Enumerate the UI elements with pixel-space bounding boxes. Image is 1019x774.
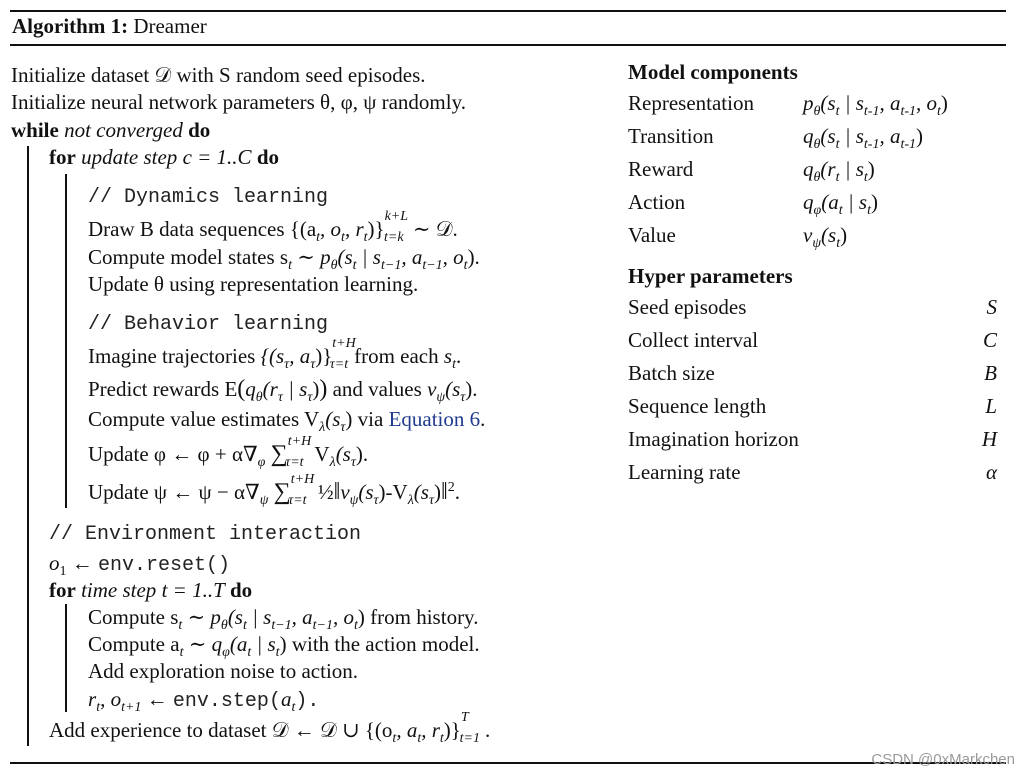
hyper-sym-batch-size: B <box>984 361 997 385</box>
component-expr-action: $q_\varphi(a_t$ | $s_t$) <box>803 190 878 219</box>
env-step-line: $r_t$, $o_{t+1}$ ← $env.step(a_t)$. <box>88 687 320 716</box>
hyper-parameters-header: Hyper parameters <box>628 264 793 288</box>
hyper-sym-seed-episodes: S <box>986 295 997 319</box>
component-name-action: Action <box>628 190 686 214</box>
add-experience-line: Add experience to dataset 𝒟 ← 𝒟 ∪ {($o_t$, $a_t$, $r_t)\}^T_{t=1}$ . <box>49 710 491 747</box>
hyper-sym-collect-interval: C <box>982 328 997 352</box>
update-phi-line: Update φ ← $\varphi + \alpha\nabla_\varphi$ ∑$^{t+H}_{\tau=t}$ $V_\lambda(s_\tau)$. <box>88 434 369 471</box>
for-update-block-bar <box>65 174 67 508</box>
env-reset-line: $o_1$ ← env.reset() <box>49 551 231 580</box>
algorithm-title <box>12 14 207 39</box>
compute-states-line: Compute model states $s_t$ ∼ $p_\theta(s_t$ | $s_{t-1}$, $a_{t-1}$, $o_t$). <box>88 245 480 274</box>
bottom-rule <box>10 762 1006 764</box>
component-name-transition: Transition <box>628 124 714 148</box>
init-dataset-line: Initialize dataset 𝒟 with S random seed episodes. <box>11 63 426 87</box>
component-name-reward: Reward <box>628 157 694 181</box>
update-theta-line: Update θ using representation learning. <box>88 272 419 296</box>
compute-at-line: Compute $a_t$ ∼ $q_\varphi(a_t$ | $s_t$) with the action model. <box>88 632 480 661</box>
imagine-line: Imagine trajectories {($s_\tau$, $a_\tau)\}^{t+H}_{\tau=t}$ from each $s_t$. <box>88 336 462 373</box>
component-expr-representation: $p_\theta(s_t$ | $s_{t-1}$, $a_{t-1}$, $o_t$) <box>803 91 948 120</box>
hyper-name-learning-rate: Learning rate <box>628 460 741 484</box>
compute-value-line: Compute value estimates $V_\lambda(s_\tau)$ via Equation 6. <box>88 407 486 436</box>
algorithm-name: Dreamer <box>133 14 207 38</box>
update-psi-line: Update ψ ← $\psi - \alpha\nabla_\psi$ ∑$^{t+H}_{\tau=t}$ $\frac{1}{2}‖v_\psi(s_\tau)-V_\lambda(s_\tau)‖^2$. <box>88 472 460 509</box>
for-update-line: for update step c = 1..C do <box>49 145 279 169</box>
while-block-bar <box>27 146 29 746</box>
comment-environment: // Environment interaction <box>49 523 362 546</box>
while-keyword: while <box>11 118 59 142</box>
for-time-line: for time step t = 1..T do <box>49 578 253 602</box>
predict-line: Predict rewards $E(q_\theta(r_\tau$ | $s_\tau$)) and values $v_\psi(s_\tau)$. <box>88 376 478 406</box>
csdn-watermark: CSDN @0xMarkchen <box>871 751 1015 768</box>
init-params-line: Initialize neural network parameters θ, φ, ψ randomly. <box>11 90 466 114</box>
top-rule <box>10 10 1006 12</box>
model-components-header: Model components <box>628 60 798 84</box>
while-line <box>11 118 210 142</box>
add-noise-line: Add exploration noise to action. <box>88 659 359 683</box>
hyper-name-collect-interval: Collect interval <box>628 328 759 352</box>
component-name-representation: Representation <box>628 91 754 115</box>
hyper-sym-sequence-length: L <box>985 394 997 418</box>
component-expr-reward: $q_\theta(r_t$ | $s_t$) <box>803 157 875 186</box>
for-time-block-bar <box>65 604 67 712</box>
comment-dynamics: // Dynamics learning <box>88 186 329 209</box>
hyper-sym-learning-rate: α <box>985 460 997 484</box>
draw-sequences-line: Draw B data sequences {($a_t$, $o_t$, $r_t)\}^{k+L}_{t=k}$ ∼ 𝒟. <box>88 209 458 246</box>
compute-st-line: Compute $s_t$ ∼ $p_\theta(s_t$ | $s_{t-1}$, $a_{t-1}$, $o_t$) from history. <box>88 605 479 634</box>
hyper-name-sequence-length: Sequence length <box>628 394 767 418</box>
hyper-sym-imagination-horizon: H <box>981 427 997 451</box>
do-keyword: do <box>188 118 211 142</box>
algorithm-label: Algorithm 1: <box>12 14 129 38</box>
hyper-name-imagination-horizon: Imagination horizon <box>628 427 799 451</box>
title-rule <box>10 44 1006 46</box>
component-expr-value: $v_\psi(s_t)$ <box>803 223 848 252</box>
component-name-value: Value <box>628 223 676 247</box>
component-expr-transition: $q_\theta(s_t$ | $s_{t-1}$, $a_{t-1}$) <box>803 124 924 153</box>
hyper-name-seed-episodes: Seed episodes <box>628 295 747 319</box>
hyper-name-batch-size: Batch size <box>628 361 715 385</box>
while-condition: not converged <box>64 118 183 142</box>
comment-behavior: // Behavior learning <box>88 313 329 336</box>
equation-6-link[interactable]: Equation 6 <box>388 407 481 431</box>
